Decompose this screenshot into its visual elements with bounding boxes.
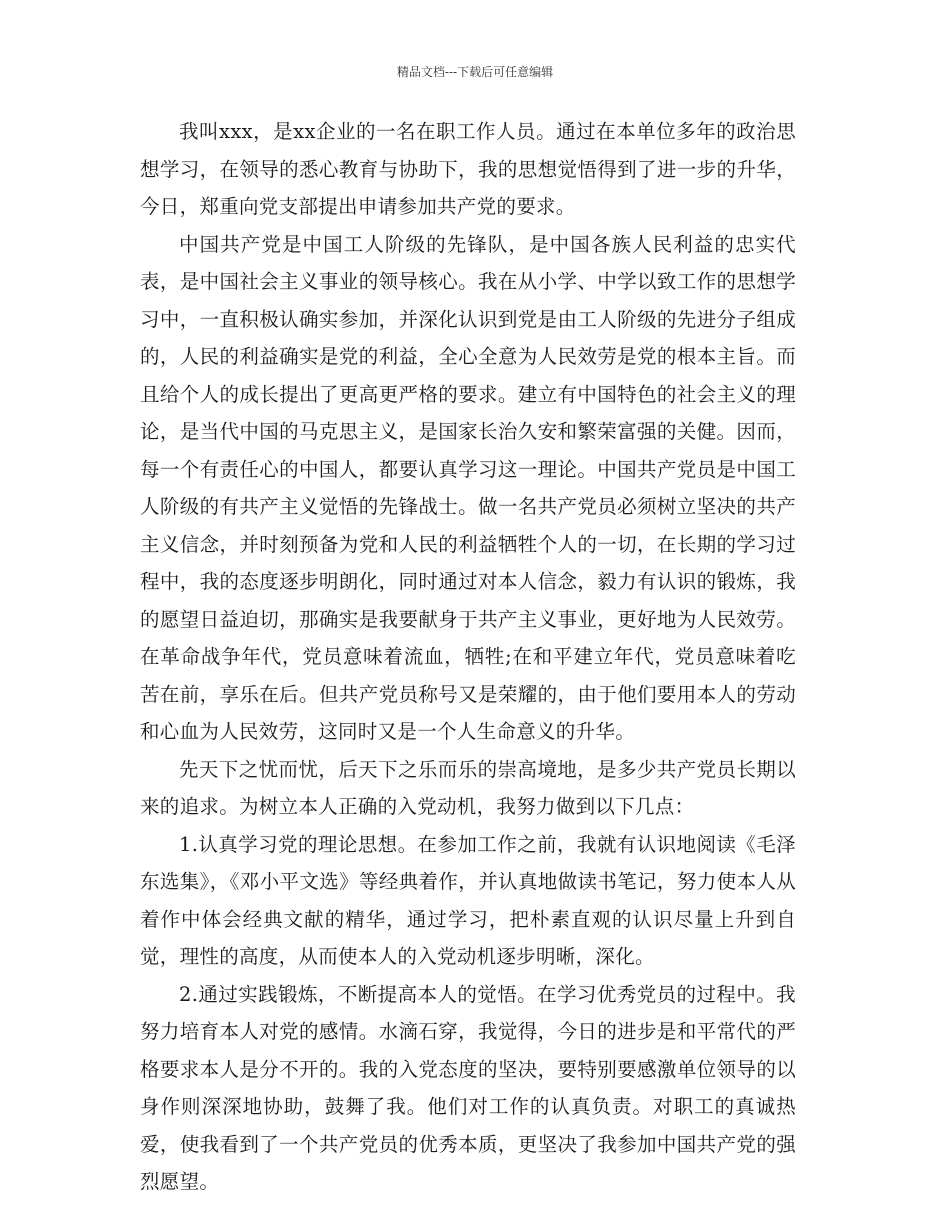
paragraph-pursuit: 先天下之忧而忧，后天下之乐而乐的崇高境地，是多少共产党员长期以来的追求。为树立本人正确的入党动机，我努力做到以下几点： bbox=[140, 757, 796, 818]
document-body bbox=[140, 113, 796, 1201]
paragraph-party-description: 中国共产党是中国工人阶级的先锋队，是中国各族人民利益的忠实代表，是中国社会主义事业的领导核心。我在从小学、中学以致工作的思想学习中，一直积极认确实参加，并深化认识到党是由工人阶级的先进分子组成的，人民的利益确实是党的利益，全心全意为人民效劳是党的根本主旨。而且给个人的成长提出了更高更严格的要求。建立有中国特色的社会主义的理论，是当代中国的马克思主义，是国家长治久安和繁荣富强的关健。因而，每一个有责任心的中国人，都要认真学习这一理论。中国共产党员是中国工人阶级的有共产主义觉悟的先锋战士。做一名共产党员必须树立坚决的共产主义信念，并时刻预备为党和人民的利益牺牲个人的一切，在长期的学习过程中，我的态度逐步明朗化，同时通过对本人信念，毅力有认识的锻炼，我的愿望日益迫切，那确实是我要献身于共产主义事业，更好地为人民效劳。在革命战争年代，党员意味着流血，牺牲;在和平建立年代，党员意味着吃苦在前，享乐在后。但共产党员称号又是荣耀的，由于他们要用本人的劳动和心血为人民效劳，这同时又是一个人生命意义的升华。 bbox=[140, 232, 796, 743]
paragraph-introduction: 我叫xxx，是xx企业的一名在职工作人员。通过在本单位多年的政治思想学习，在领导的悉心教育与协助下，我的思想觉悟得到了进一步的升华，今日，郑重向党支部提出申请参加共产党的要求。 bbox=[140, 120, 796, 218]
paragraph-point-1: 1.认真学习党的理论思想。在参加工作之前，我就有认识地阅读《毛泽东选集》，《邓小平文选》等经典着作，并认真地做读书笔记，努力使本人从着作中体会经典文献的精华，通过学习，把朴素直观的认识尽量上升到自觉，理性的高度，从而使本人的入党动机逐步明晰，深化。 bbox=[140, 832, 796, 968]
paragraph-point-2: 2.通过实践锻炼，不断提高本人的觉悟。在学习优秀党员的过程中。我努力培育本人对党的感情。水滴石穿，我觉得，今日的进步是和平常代的严格要求本人是分不开的。我的入党态度的坚决，要特别要感激单位领导的以身作则深深地协助，鼓舞了我。他们对工作的认真负责。对职工的真诚热爱，使我看到了一个共产党员的优秀本质，更坚决了我参加中国共产党的强烈愿望。 bbox=[140, 982, 796, 1193]
page-header: 精品文档---下载后可任意编辑 bbox=[396, 65, 554, 79]
